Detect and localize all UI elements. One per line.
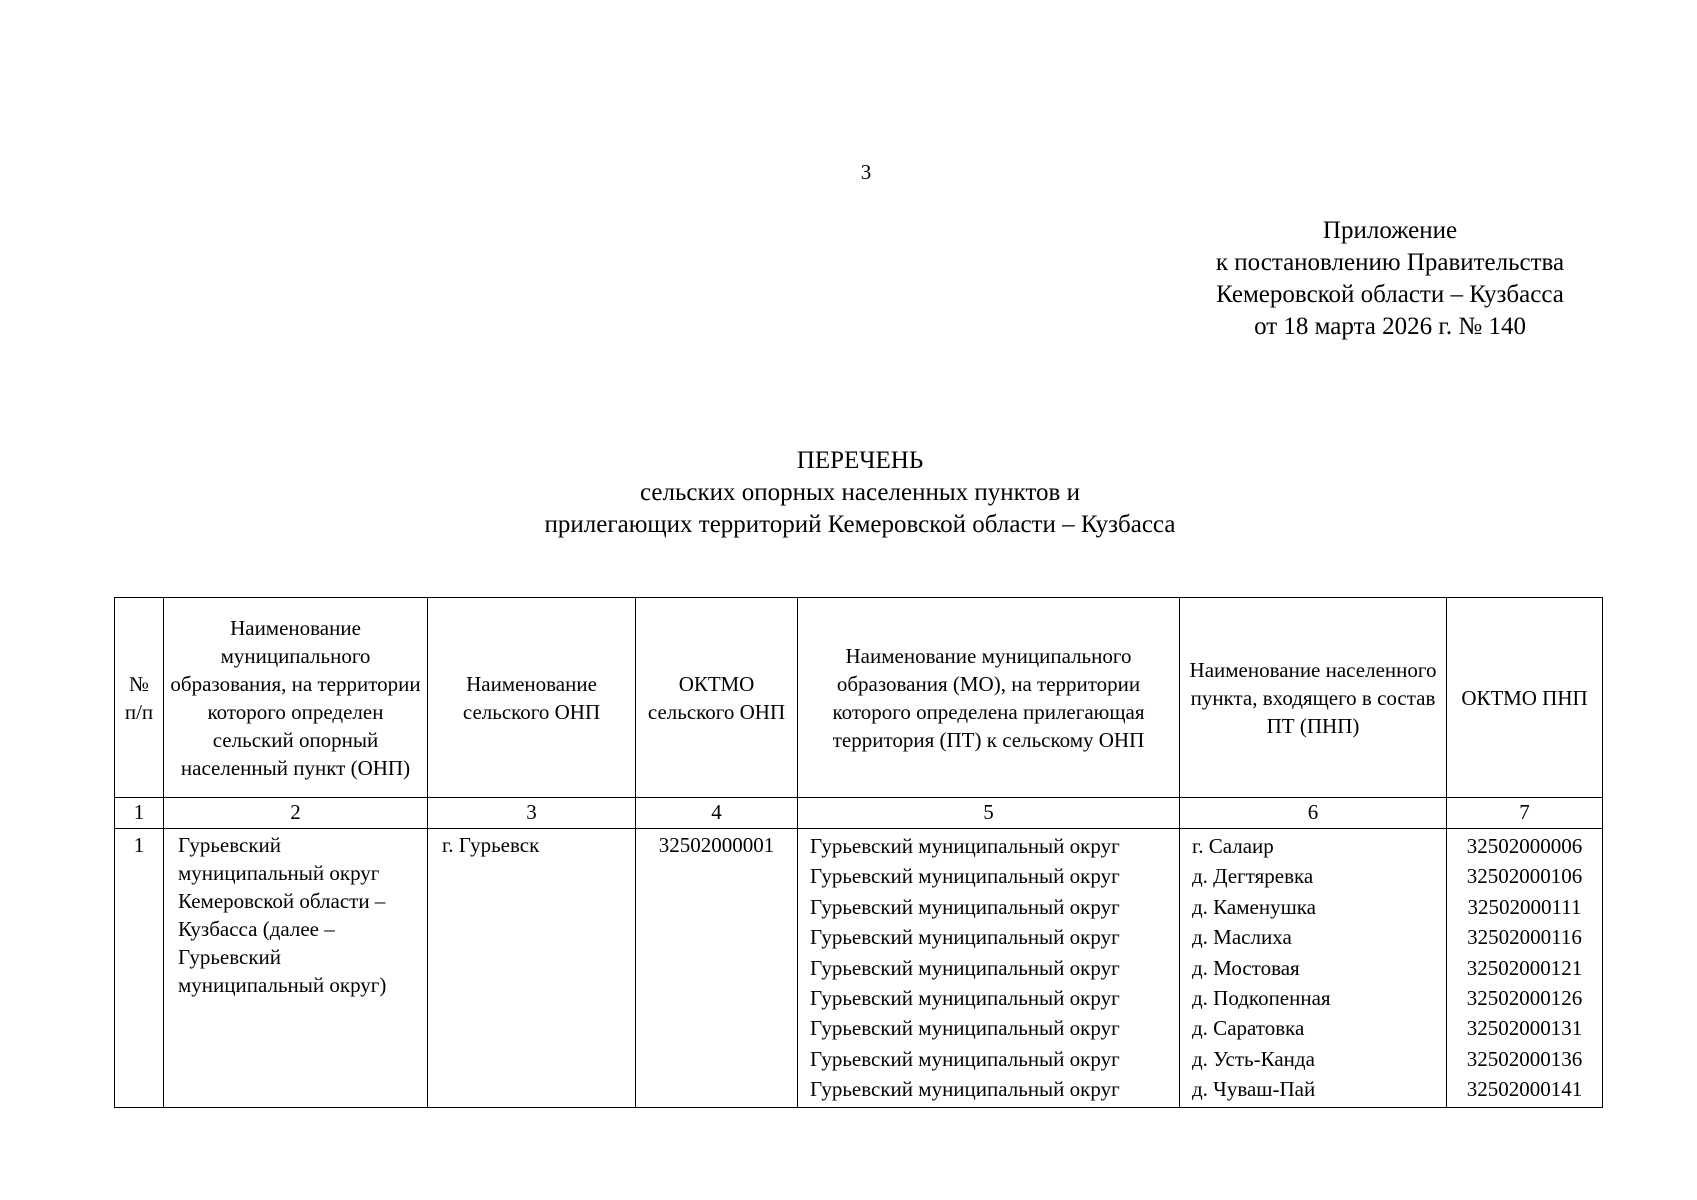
pnp-oktmo: 32502000111 (1467, 894, 1582, 919)
table-row (115, 829, 1603, 1108)
pt-municipality: Гурьевский муниципальный округ (810, 894, 1120, 919)
appendix-line: Кемеровской области – Кузбасса (1216, 281, 1564, 308)
header-cell-pt-municipality: Наименование муниципального образования (МО), на территории которого определена прилегающая территория (ПТ) к сельскому ОНП (798, 598, 1180, 798)
pnp-name: д. Подкопенная (1192, 985, 1331, 1010)
pnp-name: д. Усть-Канда (1192, 1046, 1315, 1071)
pnp-oktmo: 32502000131 (1466, 1016, 1583, 1041)
pt-municipality: Гурьевский муниципальный округ (810, 1046, 1120, 1071)
pnp-name: д. Чуваш-Пай (1192, 1077, 1316, 1102)
pt-municipality-list (798, 829, 1180, 1108)
pt-municipality: Гурьевский муниципальный округ (810, 864, 1120, 889)
onp-name: г. Гурьевск (428, 829, 636, 1108)
pt-municipality: Гурьевский муниципальный округ (810, 1016, 1120, 1041)
onp-municipality: Гурьевский муниципальный округ Кемеровской области – Кузбасса (далее – Гурьевский муниципальный округ) (164, 829, 428, 1108)
column-number: 3 (428, 798, 636, 829)
pt-municipality: Гурьевский муниципальный округ (810, 955, 1120, 980)
pt-municipality: Гурьевский муниципальный округ (810, 834, 1120, 858)
pnp-oktmo: 32502000121 (1466, 955, 1583, 980)
pnp-name: д. Саратовка (1192, 1016, 1305, 1041)
pnp-oktmo: 32502000126 (1466, 985, 1583, 1010)
pnp-oktmo: 32502000141 (1466, 1077, 1583, 1102)
column-number: 1 (115, 798, 164, 829)
header-cell-pnp-name: Наименование населенного пункта, входящего в состав ПТ (ПНП) (1180, 598, 1447, 798)
header-cell-onp-name: Наименование сельского ОНП (428, 598, 636, 798)
column-number: 2 (164, 798, 428, 829)
pnp-oktmo: 32502000136 (1466, 1046, 1583, 1071)
table-header-row (115, 598, 1603, 798)
header-cell-number: № п/п (115, 598, 164, 798)
pnp-name: д. Каменушка (1192, 894, 1316, 919)
header-cell-municipality: Наименование муниципального образования, на территории которого определен сельский опорный населенный пункт (ОНП) (164, 598, 428, 798)
pnp-name: д. Дегтяревка (1192, 864, 1314, 889)
title-line: прилегающих территорий Кемеровской области – Кузбасса (544, 511, 1176, 538)
pnp-name: г. Салаир (1192, 834, 1274, 858)
pnp-oktmo-list (1447, 829, 1603, 1108)
document-title (360, 445, 1360, 541)
appendix-line: от 18 марта 2026 г. № 140 (1254, 313, 1526, 340)
title-line: сельских опорных населенных пунктов и (639, 479, 1080, 506)
pnp-name: д. Маслиха (1192, 925, 1292, 950)
column-number: 6 (1180, 798, 1447, 829)
pt-municipality: Гурьевский муниципальный округ (810, 925, 1120, 950)
appendix-block (1180, 215, 1600, 343)
pnp-oktmo: 32502000106 (1466, 864, 1583, 889)
onp-oktmo: 32502000001 (636, 829, 798, 1108)
column-number: 4 (636, 798, 798, 829)
appendix-line: Приложение (1322, 217, 1458, 244)
column-number: 5 (798, 798, 1180, 829)
pnp-oktmo: 32502000006 (1466, 834, 1583, 858)
pnp-name-list (1180, 829, 1447, 1108)
title-line: ПЕРЕЧЕНЬ (796, 447, 924, 474)
page-number: 3 (860, 160, 872, 184)
column-number: 7 (1447, 798, 1603, 829)
appendix-line: к постановлению Правительства (1215, 249, 1565, 276)
header-cell-onp-oktmo: ОКТМО сельского ОНП (636, 598, 798, 798)
pnp-name: д. Мостовая (1192, 955, 1300, 980)
header-cell-pnp-oktmo: ОКТМО ПНП (1447, 598, 1603, 798)
pt-municipality: Гурьевский муниципальный округ (810, 985, 1120, 1010)
column-number-row (115, 798, 1603, 829)
pnp-oktmo: 32502000116 (1467, 925, 1582, 950)
register-table (114, 597, 1603, 1108)
pt-municipality: Гурьевский муниципальный округ (810, 1077, 1120, 1102)
row-number: 1 (115, 829, 164, 1108)
